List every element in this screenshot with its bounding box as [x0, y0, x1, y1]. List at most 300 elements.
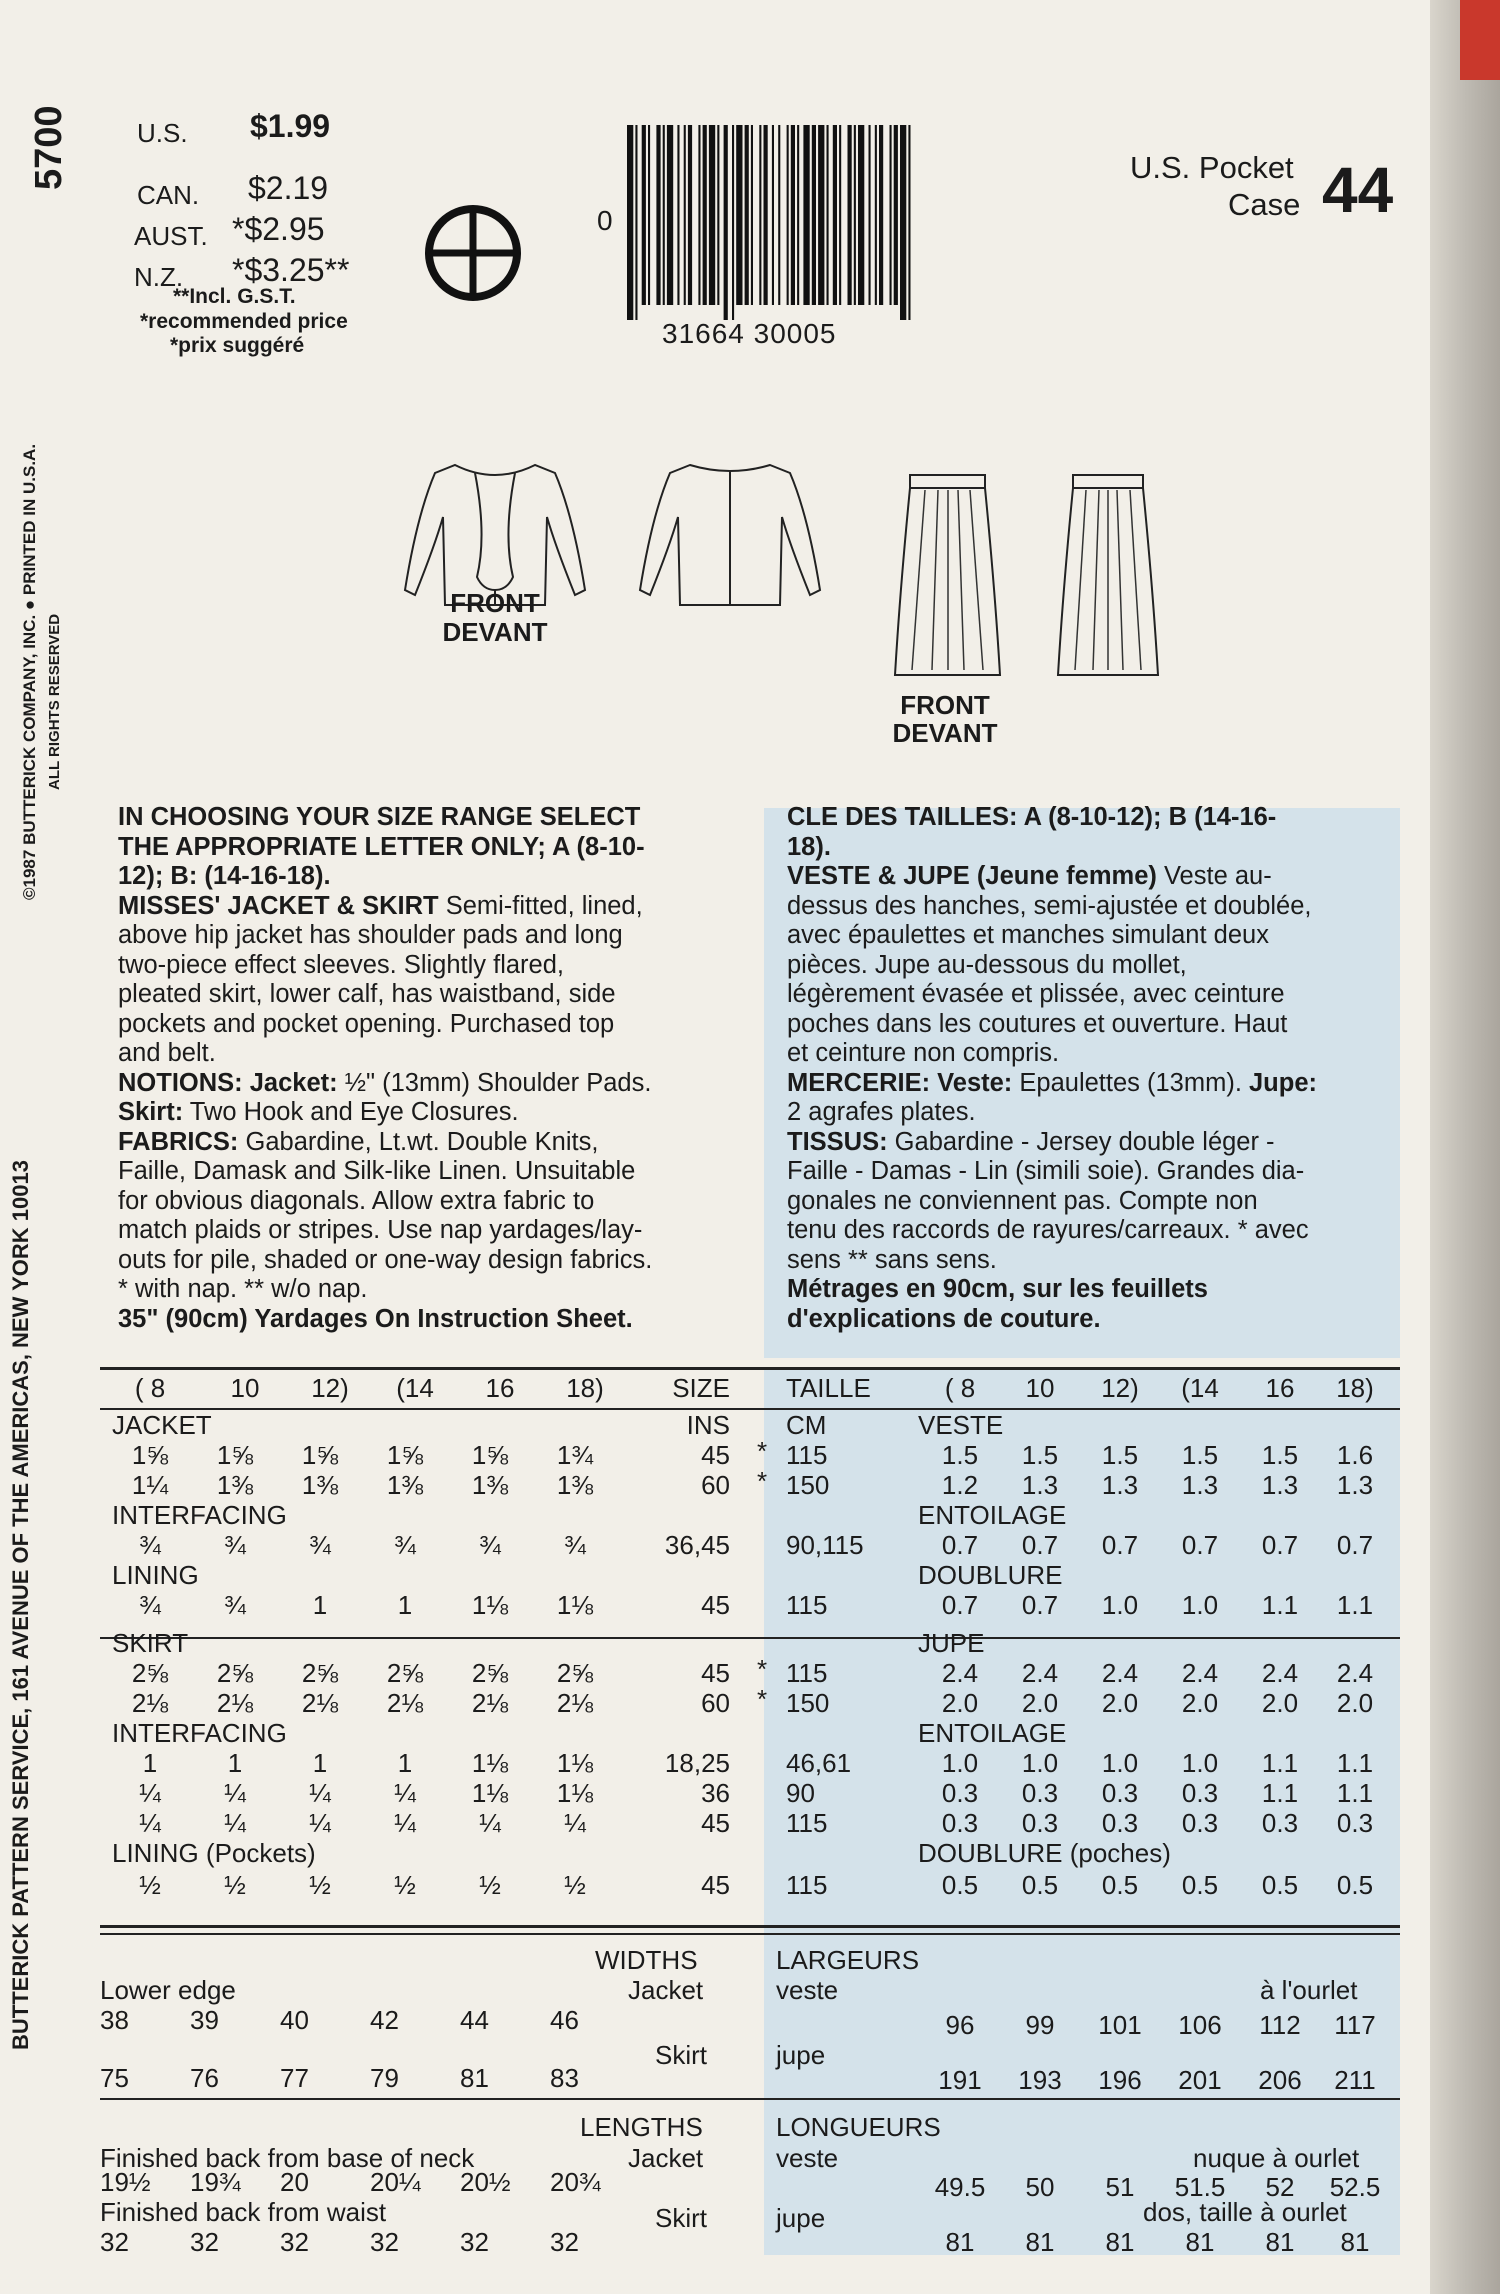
barcode-bar — [787, 125, 789, 305]
yardage-cell: 1 — [312, 1590, 328, 1620]
cm-cell: 46,61 — [786, 1748, 852, 1778]
width-jacket-cell: 38 — [100, 2005, 129, 2035]
yardage-cell: 1¼ — [131, 1470, 169, 1500]
yardage-cell: 2⅝ — [556, 1658, 594, 1688]
english-segment: FABRICS: — [118, 1127, 239, 1156]
english-line — [118, 1098, 738, 1128]
english-description — [118, 803, 738, 1334]
price-aust: *$2.95 — [232, 211, 325, 247]
skirt-devant-label: DEVANT — [892, 718, 998, 748]
cm-cell: 150 — [786, 1470, 830, 1500]
english-segment: Semi-fitted, lined, — [438, 891, 643, 920]
widths-jacket-label: Jacket — [628, 1975, 704, 2005]
yardage-cell: ½ — [564, 1870, 586, 1900]
french-segment: MERCERIE: Veste: — [787, 1068, 1013, 1097]
length-skirt-cell: 32 — [280, 2227, 309, 2257]
metrage-cell: 1.5 — [941, 1440, 979, 1470]
barcode-bar — [751, 125, 753, 305]
taille-header: 12) — [1101, 1373, 1139, 1403]
english-segment: THE APPROPRIATE LETTER ONLY; A (8-10- — [118, 832, 645, 861]
yardage-cell: ½ — [139, 1870, 161, 1900]
barcode-bar — [803, 125, 809, 305]
french-segment: poches dans les coutures et ouverture. Haut — [787, 1009, 1288, 1038]
english-segment: NOTIONS: Jacket: — [118, 1068, 338, 1097]
barcode-bar — [900, 125, 906, 320]
yardage-cell: 1 — [312, 1748, 328, 1778]
metrage-cell: 0.7 — [1101, 1530, 1139, 1560]
french-segment: avec épaulettes et manches simulant deux — [787, 921, 1269, 949]
barcode-bar — [848, 125, 852, 305]
a-lourlet-label: à l'ourlet — [1260, 1975, 1358, 2005]
metrage-cell: 0.7 — [1021, 1530, 1059, 1560]
nap-star: * — [756, 1654, 768, 1684]
yardage-cell: 2⅛ — [301, 1688, 339, 1718]
english-segment: for obvious diagonals. Allow extra fabric to — [118, 1186, 595, 1215]
english-segment: IN CHOOSING YOUR SIZE RANGE SELECT — [118, 803, 641, 831]
yardage-cell: 2⅛ — [556, 1688, 594, 1718]
metrage-cell: 1.3 — [1181, 1470, 1219, 1500]
cm-cell: 115 — [786, 1440, 828, 1470]
metrage-cell: 0.7 — [1261, 1530, 1299, 1560]
french-line — [787, 1275, 1397, 1305]
cm-cell: 150 — [786, 1688, 830, 1718]
skirt-back-sketch — [1053, 470, 1163, 680]
ins-cell: 36,45 — [664, 1530, 730, 1560]
barcode-bar — [627, 125, 633, 320]
waist-label: Finished back from waist — [100, 2197, 387, 2227]
table-heading-fr: VESTE — [918, 1410, 1004, 1440]
length-jupe-cell: 81 — [1185, 2227, 1215, 2257]
french-segment: dessus des hanches, semi-ajustée et doublée, — [787, 891, 1312, 920]
jacket-back-sketch — [630, 455, 830, 635]
yardage-cell: 2⅛ — [216, 1688, 254, 1718]
barcode-bar — [839, 125, 841, 305]
french-line — [787, 1246, 1397, 1276]
widths-title-fr: LARGEURS — [776, 1945, 920, 1975]
ins-cell: 36 — [701, 1778, 730, 1808]
yardage-cell: 1⅛ — [471, 1778, 509, 1808]
french-line — [787, 833, 1397, 863]
yardage-cell: ¼ — [394, 1808, 416, 1838]
yardage-cell: 1⅝ — [471, 1440, 509, 1470]
barcode-bar — [879, 125, 883, 305]
lengths-title: LENGTHS — [580, 2112, 703, 2142]
barcode-bar — [858, 125, 864, 305]
metrage-cell: 2.4 — [1021, 1658, 1059, 1688]
yardage-cell: 1⅜ — [471, 1470, 509, 1500]
ins-cell: 60 — [701, 1688, 730, 1718]
metrage-cell: 2.0 — [1261, 1688, 1299, 1718]
table-heading: LINING (Pockets) — [112, 1838, 316, 1868]
width-jupe-cell: 196 — [1098, 2065, 1142, 2095]
length-veste-cell: 52.5 — [1329, 2172, 1381, 2202]
french-segment: VESTE & JUPE (Jeune femme) — [787, 862, 1157, 890]
metrage-cell: 0.5 — [941, 1870, 979, 1900]
width-jupe-cell: 193 — [1018, 2065, 1062, 2095]
table-top-rule — [100, 1367, 1400, 1370]
barcode-icon — [627, 125, 917, 320]
nap-star: * — [756, 1466, 768, 1496]
french-line — [787, 1305, 1397, 1335]
metrage-cell: 0.7 — [1021, 1590, 1059, 1620]
taille-header: (14 — [1181, 1373, 1219, 1403]
case-line1: U.S. Pocket — [1130, 150, 1294, 185]
yardage-cell: ¼ — [224, 1778, 246, 1808]
metrage-cell: 0.5 — [1021, 1870, 1059, 1900]
width-jupe-cell: 201 — [1178, 2065, 1222, 2095]
metrage-cell: 0.3 — [1181, 1778, 1219, 1808]
width-jupe-cell: 191 — [938, 2065, 982, 2095]
metrage-cell: 0.3 — [1336, 1808, 1374, 1838]
table-heading: INTERFACING — [112, 1718, 287, 1748]
metrage-cell: 0.7 — [1336, 1530, 1374, 1560]
metrage-cell: 2.0 — [941, 1688, 979, 1718]
barcode-bar — [732, 125, 734, 320]
metrage-cell: 1.1 — [1336, 1590, 1374, 1620]
metrage-cell: 1.0 — [1181, 1748, 1219, 1778]
nap-star: * — [756, 1436, 768, 1466]
metrage-cell: 1.0 — [1021, 1748, 1059, 1778]
english-segment: Skirt: — [118, 1098, 184, 1126]
length-veste-cell: 52 — [1265, 2172, 1295, 2202]
table-bottom-rule-2 — [100, 1933, 1400, 1935]
metrage-cell: 0.5 — [1336, 1870, 1374, 1900]
width-veste-cell: 101 — [1098, 2010, 1142, 2040]
yardage-cell: 1⅛ — [556, 1778, 594, 1808]
metrage-cell: 2.4 — [1101, 1658, 1139, 1688]
yardage-cell: 2⅝ — [386, 1658, 424, 1688]
french-segment: 18). — [787, 832, 831, 861]
french-line — [787, 862, 1397, 892]
french-line — [787, 1128, 1397, 1158]
taille-header: 18) — [1336, 1373, 1374, 1403]
length-jupe-cell: 81 — [1105, 2227, 1135, 2257]
yardage-cell: 1 — [227, 1748, 243, 1778]
metrage-cell: 1.0 — [1181, 1590, 1219, 1620]
table-heading: SKIRT — [112, 1628, 189, 1658]
yardage-cell: 1 — [397, 1590, 413, 1620]
barcode-bar — [764, 125, 768, 305]
english-segment: Gabardine, Lt.wt. Double Knits, — [238, 1127, 599, 1156]
barcode-bar — [642, 125, 646, 305]
yardage-cell: ½ — [394, 1870, 416, 1900]
french-line — [787, 980, 1397, 1010]
barcode-bar — [688, 125, 692, 305]
yardage-cell: 2⅛ — [471, 1688, 509, 1718]
english-segment: and belt. — [118, 1039, 216, 1067]
yardage-cell: ¾ — [224, 1530, 246, 1560]
yardage-cell: 1⅛ — [556, 1748, 594, 1778]
taille-label: TAILLE — [786, 1373, 871, 1403]
yardage-cell: 1 — [397, 1748, 413, 1778]
price-label-nz: N.Z. — [134, 262, 184, 292]
ins-cell: 45 — [701, 1440, 730, 1470]
english-line — [118, 980, 738, 1010]
cm-cell: 90 — [786, 1778, 815, 1808]
french-segment: 2 agrafes plates. — [787, 1098, 976, 1126]
metrage-cell: 0.7 — [941, 1590, 979, 1620]
yardage-cell: 2⅝ — [131, 1658, 169, 1688]
length-skirt-cell: 32 — [100, 2227, 129, 2257]
yardage-cell: 1⅜ — [386, 1470, 424, 1500]
barcode-bar — [894, 125, 898, 305]
width-skirt-cell: 83 — [550, 2063, 579, 2093]
recommended-note: *recommended price — [140, 310, 348, 333]
english-segment: 35" (90cm) Yardages On Instruction Sheet. — [118, 1304, 633, 1333]
ins-cell: 45 — [701, 1658, 730, 1688]
lengths-title-fr: LONGUEURS — [776, 2112, 941, 2142]
length-jacket-cell: 20¾ — [550, 2167, 601, 2197]
french-line — [787, 892, 1397, 922]
french-line — [787, 1216, 1397, 1246]
french-segment: Métrages en 90cm, sur les feuillets — [787, 1275, 1208, 1303]
table-header-rule — [100, 1408, 1400, 1410]
table-mid-rule — [100, 1637, 1400, 1639]
table-heading-fr: ENTOILAGE — [918, 1500, 1067, 1530]
yardage-cell: ¾ — [479, 1530, 501, 1560]
table-heading-fr: JUPE — [918, 1628, 985, 1658]
english-line — [118, 833, 738, 863]
english-line — [118, 1305, 738, 1335]
yardage-cell: 2⅝ — [471, 1658, 509, 1688]
envelope-edge — [1430, 0, 1500, 2294]
yardage-cell: ¼ — [224, 1808, 246, 1838]
width-skirt-cell: 81 — [460, 2063, 489, 2093]
french-description — [787, 803, 1397, 1334]
barcode-bar — [818, 125, 824, 305]
french-segment: légèrement évasée et plissée, avec ceinture — [787, 980, 1285, 1008]
copyright-text: ©1987 BUTTERICK COMPANY, INC. ● PRINTED IN U.S.A. — [20, 443, 39, 900]
widths-jupe-label: jupe — [776, 2040, 826, 2070]
width-veste-cell: 96 — [945, 2010, 975, 2040]
width-jacket-cell: 46 — [550, 2005, 579, 2035]
metrage-cell: 2.0 — [1021, 1688, 1059, 1718]
barcode-bar — [797, 125, 799, 305]
english-line — [118, 1157, 738, 1187]
yardage-cell: ¾ — [394, 1530, 416, 1560]
width-skirt-cell: 79 — [370, 2063, 399, 2093]
barcode-bar — [635, 125, 637, 320]
metrage-cell: 1.0 — [941, 1748, 979, 1778]
jacket-devant-label: DEVANT — [442, 617, 548, 647]
cm-cell: 90,115 — [786, 1530, 864, 1560]
yardage-cell: ¼ — [309, 1808, 331, 1838]
metrage-cell: 1.1 — [1336, 1748, 1374, 1778]
barcode-bar — [869, 125, 871, 305]
english-segment: * with nap. ** w/o nap. — [118, 1275, 368, 1303]
metrage-cell: 1.1 — [1261, 1748, 1299, 1778]
taille-header: 16 — [1265, 1373, 1295, 1403]
widths-skirt-label: Skirt — [655, 2040, 707, 2070]
table-heading: JACKET — [112, 1410, 212, 1440]
length-veste-cell: 50 — [1025, 2172, 1055, 2202]
metrage-cell: 0.3 — [1021, 1808, 1059, 1838]
table-heading: LINING — [112, 1560, 199, 1590]
english-segment: ½" (13mm) Shoulder Pads. — [337, 1068, 652, 1097]
yardage-cell: 1 — [142, 1748, 158, 1778]
metrage-cell: 0.3 — [1261, 1808, 1299, 1838]
english-line — [118, 803, 738, 833]
widths-bottom-rule — [100, 2098, 1400, 2100]
cm-heading: CM — [786, 1410, 827, 1440]
english-segment: 12); B: (14-16-18). — [118, 862, 331, 890]
metrage-cell: 0.3 — [941, 1808, 979, 1838]
french-line — [787, 1069, 1397, 1099]
yardage-cell: ¼ — [479, 1808, 501, 1838]
metrage-cell: 0.3 — [1181, 1808, 1219, 1838]
yardage-cell: 1⅛ — [471, 1590, 509, 1620]
price-can: $2.19 — [248, 170, 329, 206]
french-segment: pièces. Jupe au-dessous du mollet, — [787, 950, 1187, 979]
french-segment: CLE DES TAILLES: A (8-10-12); B (14-16- — [787, 803, 1277, 831]
french-segment: et ceinture non compris. — [787, 1039, 1060, 1067]
barcode-bar — [875, 125, 877, 305]
metrage-cell: 1.1 — [1261, 1590, 1299, 1620]
metrage-cell: 0.3 — [1101, 1778, 1139, 1808]
barcode-digits: 31664 30005 — [662, 318, 837, 349]
barcode-bar — [772, 125, 774, 305]
english-line — [118, 1010, 738, 1040]
barcode-bar — [890, 125, 892, 305]
metrage-cell: 1.3 — [1101, 1470, 1139, 1500]
french-line — [787, 1010, 1397, 1040]
barcode-bar — [648, 125, 650, 305]
dos-label: dos, taille à ourlet — [1143, 2197, 1347, 2227]
french-segment: Veste au- — [1156, 862, 1272, 890]
yardage-cell: 1⅝ — [131, 1440, 169, 1470]
length-jacket-cell: 19½ — [100, 2167, 151, 2197]
barcode-bar — [717, 125, 719, 305]
width-jacket-cell: 39 — [190, 2005, 219, 2035]
metrage-cell: 0.3 — [1101, 1808, 1139, 1838]
barcode-bar — [854, 125, 856, 305]
size-header: 12) — [311, 1373, 349, 1403]
nuque-label: nuque à ourlet — [1193, 2143, 1360, 2173]
english-line — [118, 1187, 738, 1217]
price-label-aust: AUST. — [134, 221, 208, 251]
barcode-bar — [667, 125, 673, 305]
crosshair-icon — [420, 200, 526, 306]
french-segment: Epaulettes (13mm). — [1012, 1068, 1249, 1097]
metrage-cell: 1.3 — [1261, 1470, 1299, 1500]
metrage-cell: 2.4 — [1261, 1658, 1299, 1688]
metrage-cell: 1.5 — [1101, 1440, 1139, 1470]
english-segment: Two Hook and Eye Closures. — [183, 1098, 519, 1126]
size-header: (14 — [396, 1373, 434, 1403]
taille-header: ( 8 — [944, 1373, 976, 1403]
width-jacket-cell: 44 — [460, 2005, 489, 2035]
ins-cell: 45 — [701, 1870, 730, 1900]
ins-cell: 45 — [701, 1808, 730, 1838]
barcode-bar — [812, 125, 816, 305]
yardage-cell: ¼ — [139, 1808, 161, 1838]
skirt-front-sketch — [890, 470, 1005, 680]
gst-note: **Incl. G.S.T. — [173, 285, 296, 308]
width-jupe-cell: 206 — [1258, 2065, 1302, 2095]
barcode-bar — [736, 125, 742, 305]
english-line — [118, 892, 738, 922]
metrage-cell: 0.5 — [1261, 1870, 1299, 1900]
length-skirt-cell: 32 — [190, 2227, 219, 2257]
width-jacket-cell: 40 — [280, 2005, 309, 2035]
metrage-cell: 0.3 — [1021, 1778, 1059, 1808]
barcode-bar — [709, 125, 715, 305]
lengths-skirt-label: Skirt — [655, 2203, 707, 2233]
cm-cell: 115 — [786, 1870, 828, 1900]
barcode-bar — [745, 125, 749, 305]
english-line — [118, 951, 738, 981]
lengths-jacket-label: Jacket — [628, 2143, 704, 2173]
english-segment: match plaids or stripes. Use nap yardages/lay- — [118, 1216, 643, 1244]
length-jupe-cell: 81 — [1025, 2227, 1055, 2257]
metrage-cell: 2.4 — [1181, 1658, 1219, 1688]
yardage-cell: 1⅜ — [556, 1470, 594, 1500]
yardage-cell: 2⅛ — [131, 1688, 169, 1718]
address-text: BUTTERICK PATTERN SERVICE, 161 AVENUE OF THE AMERICAS, NEW YORK 10013 — [8, 1160, 33, 2050]
yardage-cell: ¼ — [394, 1778, 416, 1808]
widths-veste-label: veste — [776, 1975, 839, 2005]
french-segment: Gabardine - Jersey double léger - — [887, 1127, 1275, 1156]
length-jacket-cell: 20½ — [460, 2167, 511, 2197]
length-skirt-cell: 32 — [550, 2227, 579, 2257]
price-nz: *$3.25** — [232, 252, 350, 288]
metrage-cell: 1.1 — [1261, 1778, 1299, 1808]
width-veste-cell: 99 — [1025, 2010, 1055, 2040]
yardage-cell: 1¾ — [556, 1440, 594, 1470]
length-jupe-cell: 81 — [1265, 2227, 1295, 2257]
taille-header: 10 — [1025, 1373, 1055, 1403]
french-segment: Faille - Damas - Lin (simili soie). Grandes dia- — [787, 1157, 1305, 1185]
table-heading-fr: ENTOILAGE — [918, 1718, 1067, 1748]
english-line — [118, 1128, 738, 1158]
lengths-jupe-label: jupe — [776, 2203, 826, 2233]
barcode-prefix: 0 — [597, 205, 613, 236]
english-segment: pockets and pocket opening. Purchased top — [118, 1009, 615, 1038]
english-segment: outs for pile, shaded or one-way design fabrics. — [118, 1245, 653, 1274]
jacket-front-label: FRONT — [450, 588, 540, 618]
english-line — [118, 1246, 738, 1276]
table-bottom-rule — [100, 1925, 1400, 1928]
barcode-bar — [677, 125, 679, 305]
width-veste-cell: 106 — [1178, 2010, 1222, 2040]
skirt-front-label: FRONT — [900, 690, 990, 720]
metrage-cell: 2.0 — [1336, 1688, 1374, 1718]
metrage-cell: 1.1 — [1336, 1778, 1374, 1808]
french-segment: d'explications de couture. — [787, 1304, 1101, 1333]
metrage-cell: 1.5 — [1181, 1440, 1219, 1470]
metrage-cell: 1.5 — [1021, 1440, 1059, 1470]
barcode-bar — [663, 125, 665, 305]
yardage-cell: ½ — [479, 1870, 501, 1900]
barcode-bar — [827, 125, 829, 305]
barcode-bar — [684, 125, 686, 305]
table-heading-fr: DOUBLURE — [918, 1560, 1063, 1590]
ins-cell: 18,25 — [664, 1748, 730, 1778]
size-header: 10 — [230, 1373, 260, 1403]
case-line2: Case — [1228, 187, 1301, 222]
length-veste-cell: 49.5 — [934, 2172, 986, 2202]
barcode-bar — [908, 125, 910, 320]
metrage-cell: 1.0 — [1101, 1748, 1139, 1778]
yardage-cell: 1⅛ — [556, 1590, 594, 1620]
yardage-cell: ¼ — [564, 1808, 586, 1838]
size-header: ( 8 — [134, 1373, 166, 1403]
metrage-cell: 1.2 — [941, 1470, 979, 1500]
length-skirt-cell: 32 — [370, 2227, 399, 2257]
cm-cell: 115 — [786, 1590, 828, 1620]
french-line — [787, 803, 1397, 833]
english-segment: MISSES' JACKET & SKIRT — [118, 891, 439, 920]
